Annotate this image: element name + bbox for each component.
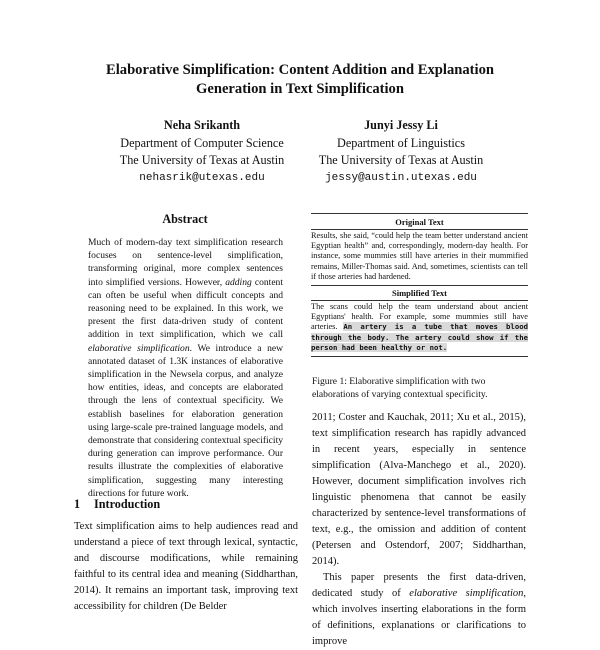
abstract-emphasis: adding bbox=[225, 276, 252, 288]
author-university: The University of Texas at Austin bbox=[318, 153, 484, 167]
divider bbox=[311, 229, 528, 230]
author-email[interactable]: jessy@austin.utexas.edu bbox=[325, 171, 477, 184]
abstract-text: content can often be useful when difficult concepts and reasoning need to be explained. In this work, we present the first data-driven study of content addition in text simplification, which we call bbox=[88, 276, 283, 341]
author-block-2 bbox=[271, 117, 531, 187]
paper-title-line-1: Elaborative Simplification: Content Addition and Explanation bbox=[105, 62, 495, 78]
intro-right-column bbox=[312, 410, 526, 650]
section-number: 1 bbox=[74, 497, 81, 511]
simplified-sentence: The scans could help the team understand about ancient Egyptians' health. For example, some mummies still have arteries. bbox=[311, 302, 528, 332]
section-heading bbox=[74, 497, 160, 512]
original-text: Results, she said, “could help the team better understand ancient Egyptian health” and, correspondingly, modern-day health. For instance, some mummies still have arteries in their mummified remains, Miller-Thomas said. And, sometimes, scientists can tell if those arteries had hardened. bbox=[311, 231, 528, 281]
intro-paragraph: 2011; Coster and Kauchak, 2011; Xu et al., 2015), text simplification research has rapidly advanced in recent years, especially in sentence simplification (Alva-Manchego et al., 2020). However, document simplification involves rich linguistic phenomena that cannot be easily characterized by sentence-level transformations of text, e.g., the omission and addition of content (Petersen and Ostendorf, 2007; Siddharthan, 2014). bbox=[312, 412, 526, 567]
author-name: Junyi Jessy Li bbox=[364, 118, 438, 132]
author-email[interactable]: nehasrik@utexas.edu bbox=[139, 171, 265, 184]
intro-paragraph: Text simplification aims to help audiences read and understand a piece of text through lexical, syntactic, and discourse modifications, while remaining faithful to its central idea and meaning (Siddharthan, 2014). It remains an important task, improving text accessibility for children (De Belder bbox=[74, 521, 298, 612]
paragraph-text: This paper presents the first data-driven, dedicated study of bbox=[312, 572, 526, 599]
divider bbox=[311, 285, 528, 286]
author-university: The University of Texas at Austin bbox=[119, 153, 285, 167]
intro-paragraph bbox=[312, 570, 526, 650]
simplified-text-title: Simplified Text bbox=[391, 288, 448, 299]
abstract-term: elaborative simplification bbox=[88, 342, 190, 354]
paper-title-line-2: Generation in Text Simplification bbox=[196, 81, 404, 97]
figure-caption: Figure 1: Elaborative simplification with two elaborations of varying contextual specificity. bbox=[312, 376, 488, 401]
author-department: Department of Computer Science bbox=[120, 135, 284, 150]
intro-left-column bbox=[74, 519, 298, 615]
simplified-text bbox=[311, 302, 528, 353]
abstract-heading: Abstract bbox=[162, 212, 208, 226]
paragraph-term: elaborative simplification bbox=[409, 588, 524, 599]
abstract-body bbox=[88, 236, 283, 500]
section-title: Introduction bbox=[94, 497, 161, 511]
abstract-text: . We introduce a new annotated dataset of 1.3K instances of elaborative simplification in the Newsela corpus, and analyze how entities, ideas, and concepts are elaborated through the lens of contextual specificity. We establish baselines for elaboration generation using large-scale pre-trained language models, and demonstrate that considering contextual specificity during generation can improve performance. Our results illustrate the complexities of elaborative simplification, suggesting many interesting directions for future work. bbox=[88, 342, 283, 499]
author-department: Department of Linguistics bbox=[337, 135, 465, 150]
figure-bottom-rule bbox=[311, 356, 528, 357]
original-text-title: Original Text bbox=[395, 217, 444, 227]
divider bbox=[311, 300, 528, 301]
author-name: Neha Srikanth bbox=[163, 118, 241, 132]
paragraph-text: , which involves inserting elaborations in the form of definitions, explanations or clarifications to improve bbox=[312, 588, 526, 647]
elaboration-highlight: An artery is a tube that moves blood through the body. The artery could show if the person had been healthy or not. bbox=[311, 322, 529, 352]
figure-top-rule bbox=[311, 213, 528, 214]
abstract-text: Much of modern-day text simplification research focuses on sentence-level simplification, transforming original, more complex sentences into simplified versions. However, bbox=[88, 237, 283, 288]
figure-1 bbox=[311, 213, 528, 357]
